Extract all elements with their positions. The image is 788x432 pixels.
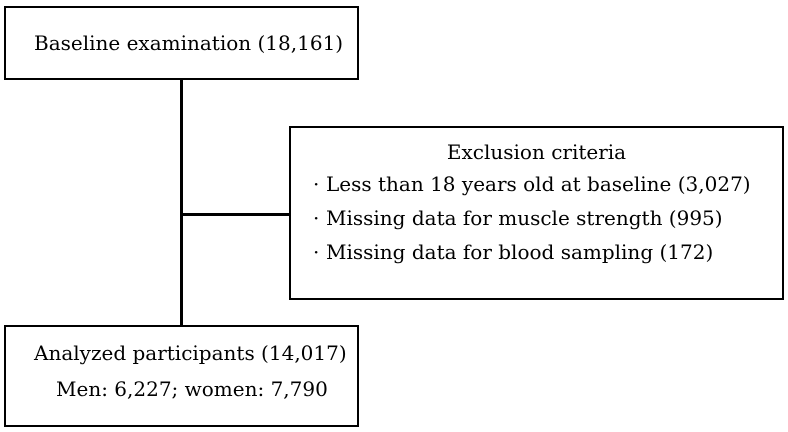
baseline-examination-box bbox=[4, 6, 359, 80]
connector-horizontal-to-exclusion bbox=[180, 213, 292, 216]
exclusion-item-label: Less than 18 years old at baseline (3,027) bbox=[326, 172, 751, 196]
exclusion-item-label: Missing data for muscle strength (995) bbox=[326, 206, 723, 230]
analyzed-participants-label: Analyzed participants (14,017) bbox=[34, 341, 347, 365]
connector-vertical-bottom bbox=[180, 213, 183, 327]
bullet-icon: · bbox=[313, 172, 320, 196]
exclusion-item-label: Missing data for blood sampling (172) bbox=[326, 240, 714, 264]
analyzed-participants-box bbox=[4, 325, 359, 427]
exclusion-item bbox=[313, 208, 782, 228]
baseline-examination-label: Baseline examination (18,161) bbox=[34, 31, 344, 55]
analyzed-participants-breakdown: Men: 6,227; women: 7,790 bbox=[56, 377, 328, 401]
exclusion-criteria-title: Exclusion criteria bbox=[446, 140, 627, 164]
exclusion-item bbox=[313, 242, 782, 262]
exclusion-item bbox=[313, 174, 782, 194]
exclusion-criteria-box bbox=[289, 126, 784, 300]
exclusion-criteria-list bbox=[291, 174, 782, 262]
bullet-icon: · bbox=[313, 206, 320, 230]
connector-vertical-top bbox=[180, 78, 183, 215]
bullet-icon: · bbox=[313, 240, 320, 264]
